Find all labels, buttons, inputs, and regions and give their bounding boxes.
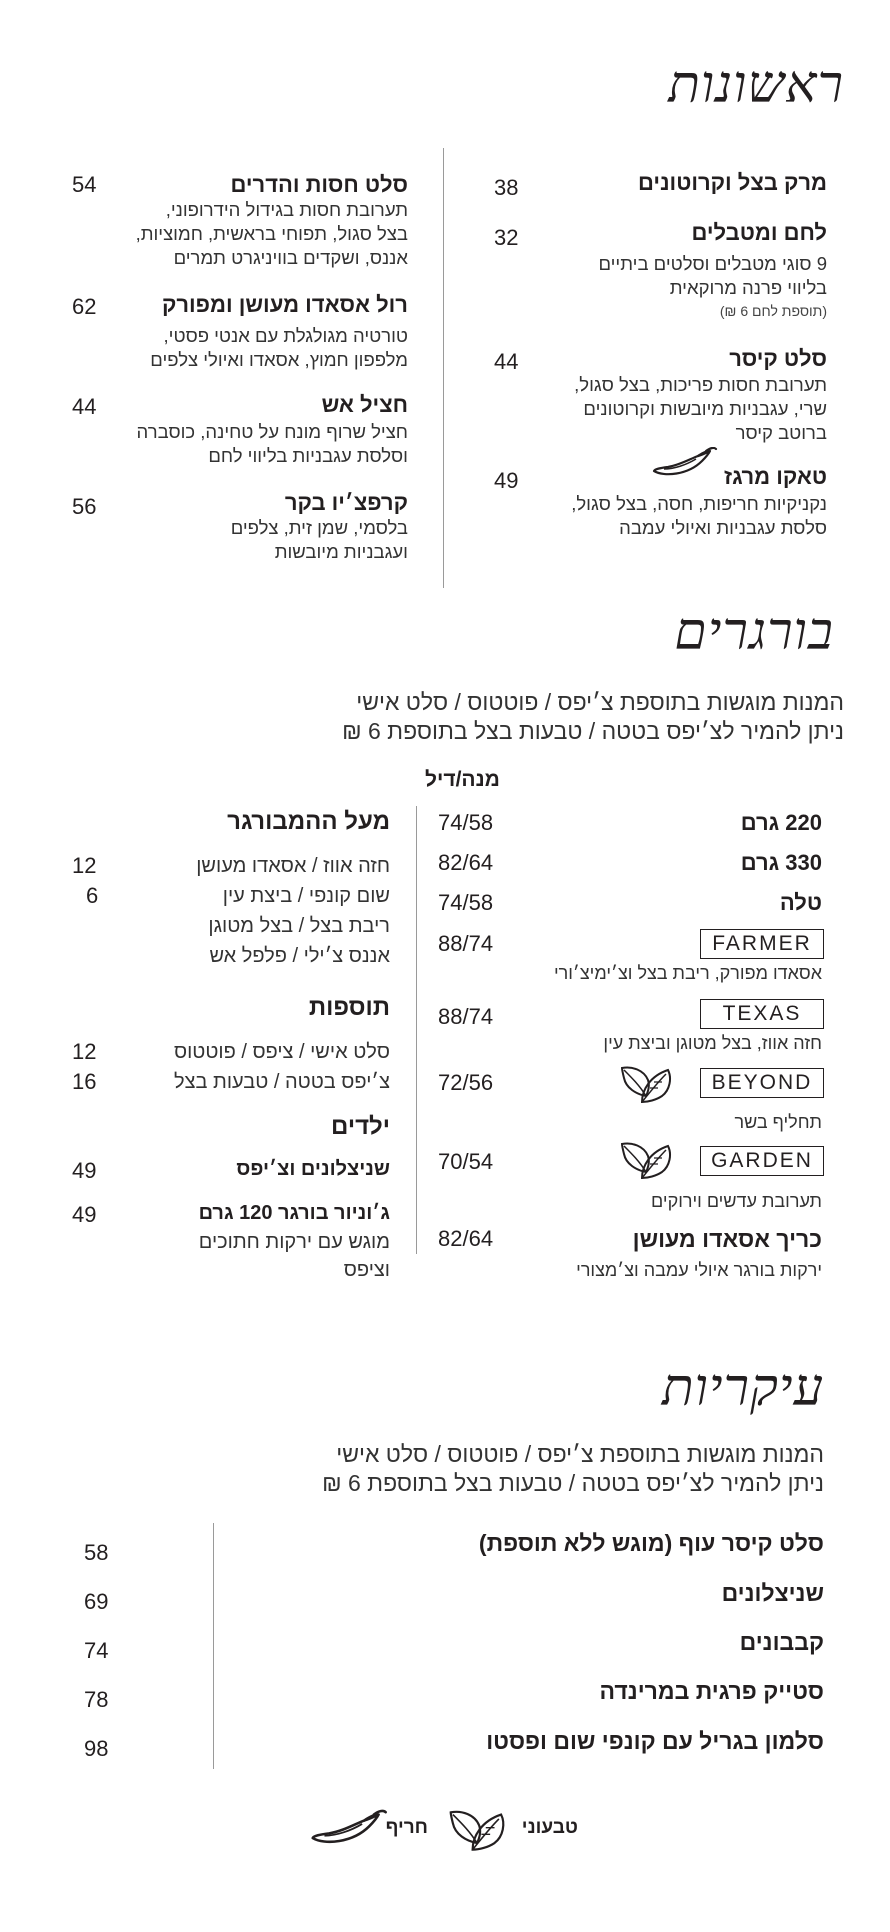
side-price: 16 (72, 1069, 97, 1094)
burger-item-name-boxed: GARDEN (700, 1146, 824, 1176)
burger-item-price: 88/74 (438, 931, 494, 956)
menu-item-description: בלסמי, שמן זית, צלפים ועגבניות מיובשות (230, 517, 408, 562)
menu-item-name: קרפצ׳יו בקר (284, 490, 408, 515)
column-divider (213, 1523, 214, 1769)
menu-item-name: מרק בצל וקרוטונים (638, 170, 827, 195)
burger-item-description: תערובת עדשים וירוקים (651, 1191, 822, 1211)
burger-item-name-boxed: BEYOND (700, 1068, 824, 1098)
legend-spicy-label: חריף (385, 1817, 428, 1838)
burger-item-price: 88/74 (438, 1004, 494, 1029)
chili-pepper-icon (308, 1806, 388, 1856)
kids-item-price: 49 (72, 1202, 97, 1227)
burger-item-price: 74/58 (438, 810, 494, 835)
menu-item-price: 56 (72, 494, 97, 519)
menu-item-price: 49 (494, 468, 519, 493)
kids-item-description: מוגש עם ירקות חתוכים וציפס (198, 1231, 390, 1281)
burger-item-price: 70/54 (438, 1149, 494, 1174)
burger-item-name-boxed: FARMER (700, 929, 824, 959)
sides-title: תוספות (308, 994, 390, 1021)
main-item-name: שניצלונים (721, 1580, 824, 1606)
kids-item-name: שניצלונים וצ׳יפס (236, 1158, 390, 1180)
menu-item-price: 54 (72, 172, 97, 197)
menu-item-price: 62 (72, 294, 97, 319)
main-item-name: סטייק פרגית במרינדה (599, 1678, 824, 1704)
section-title-starters: ראשונות (668, 55, 844, 115)
main-item-name: סלט קיסר עוף (מוגש ללא תוספת) (478, 1530, 824, 1556)
burger-item-description: חזה אווז, בצל מטוגן וביצת עין (603, 1033, 822, 1053)
upgrades-list: חזה אווז / אסאדו מעושן שום קונפי / ביצת עין ריבת בצל / בצל מטוגן אננס צ׳ילי / פלפל אש (196, 855, 390, 967)
menu-item-description: 9 סוגי מטבלים וסלטים ביתיים בליווי פרנה מרוקאית (598, 253, 827, 298)
menu-item-description: טורטיה מגולגלת עם אנטי פסטי, מלפפון חמוץ, אסאדו ואיולי צלפים (150, 325, 408, 370)
kids-title: ילדים (331, 1113, 390, 1140)
column-divider (443, 148, 444, 588)
price-column-header: מנה/דיל (425, 768, 500, 791)
menu-item-name: טאקו מרגז (724, 464, 827, 489)
burger-item-name: 330 גרם (740, 850, 822, 875)
burger-item-name: 220 גרם (740, 810, 822, 835)
burger-item-price: 72/56 (438, 1070, 494, 1095)
kids-item-price: 49 (72, 1158, 97, 1183)
leaf-icon (448, 1808, 506, 1854)
main-item-price: 58 (84, 1540, 109, 1565)
menu-item-name: לחם ומטבלים (691, 220, 827, 245)
menu-item-name: סלט חסות והדרים (230, 172, 408, 197)
burger-item-price: 82/64 (438, 1226, 494, 1251)
burger-item-description: ירקות בורגר איולי עמבה וצ׳מצורי (576, 1260, 822, 1280)
leaf-icon (620, 1140, 672, 1182)
burger-item-description: אסאדו מפורק, ריבת בצל וצ׳ימיצ׳ורי (553, 963, 822, 983)
menu-item-price: 44 (72, 394, 97, 419)
burger-item-price: 74/58 (438, 890, 494, 915)
section-title-mains: עיקריות (661, 1358, 824, 1418)
section-title-burgers: בורגרים (674, 602, 834, 662)
legend-vegan-label: טבעוני (521, 1817, 578, 1838)
sides-list: סלט אישי / ציפס / פוטטוס צ׳יפס בטטה / טבעות בצל (173, 1041, 390, 1093)
burger-item-name: טלה (779, 890, 822, 915)
main-item-name: סלמון בגריל עם קונפי שום ופסטו (486, 1728, 824, 1754)
menu-item-description: חציל שרוף מונח על טחינה, כוסברה וסלסת עגבניות בליווי לחם (136, 421, 408, 466)
menu-item-price: 32 (494, 225, 519, 250)
menu-item-name: חציל אש (321, 392, 408, 417)
menu-item-name: רול אסאדו מעושן ומפורק (161, 292, 408, 317)
section-intro: המנות מוגשות בתוספת צ׳יפס / פוטטוס / סלט אישי ניתן להמיר לצ׳יפס בטטה / טבעות בצל בתוספת 6 ₪ (342, 689, 844, 744)
section-intro: המנות מוגשות בתוספת צ׳יפס / פוטטוס / סלט אישי ניתן להמיר לצ׳יפס בטטה / טבעות בצל בתוספת 6 ₪ (322, 1441, 824, 1496)
main-item-price: 74 (84, 1638, 109, 1663)
upgrades-title: מעל ההמבורגר (227, 808, 390, 835)
leaf-icon (620, 1064, 672, 1106)
menu-item-description: תערובת חסות בגידול הידרופוני, בצל סגול, תפוחי בראשית, חמוציות, אננס, ושקדים בוויניגרט תמרים (135, 199, 408, 268)
upgrade-price: 12 (72, 853, 97, 878)
burger-item-name: כריך אסאדו מעושן (632, 1226, 822, 1252)
main-item-price: 69 (84, 1589, 109, 1614)
menu-item-description: תערובת חסות פריכות, בצל סגול, שרי, עגבניות מיובשות וקרוטונים ברוטב קיסר (574, 374, 827, 443)
menu-item-description: נקניקיות חריפות, חסה, בצל סגול, סלסת עגבניות ואיולי עמבה (571, 493, 827, 538)
main-item-name: קבבונים (739, 1629, 824, 1655)
upgrade-price: 6 (86, 883, 99, 908)
burger-item-name-boxed: TEXAS (700, 999, 824, 1029)
kids-item-name: ג׳וניור בורגר 120 גרם (198, 1202, 390, 1224)
menu-item-price: 38 (494, 175, 519, 200)
burger-item-description: תחליף בשר (734, 1112, 822, 1132)
burger-item-price: 82/64 (438, 850, 494, 875)
main-item-price: 78 (84, 1687, 109, 1712)
menu-item-price: 44 (494, 349, 519, 374)
column-divider (416, 806, 417, 1254)
menu-item-note: (תוספת לחם 6 ₪) (719, 303, 827, 319)
side-price: 12 (72, 1039, 97, 1064)
main-item-price: 98 (84, 1736, 109, 1761)
chili-pepper-icon (650, 447, 718, 483)
menu-item-name: סלט קיסר (729, 346, 827, 371)
